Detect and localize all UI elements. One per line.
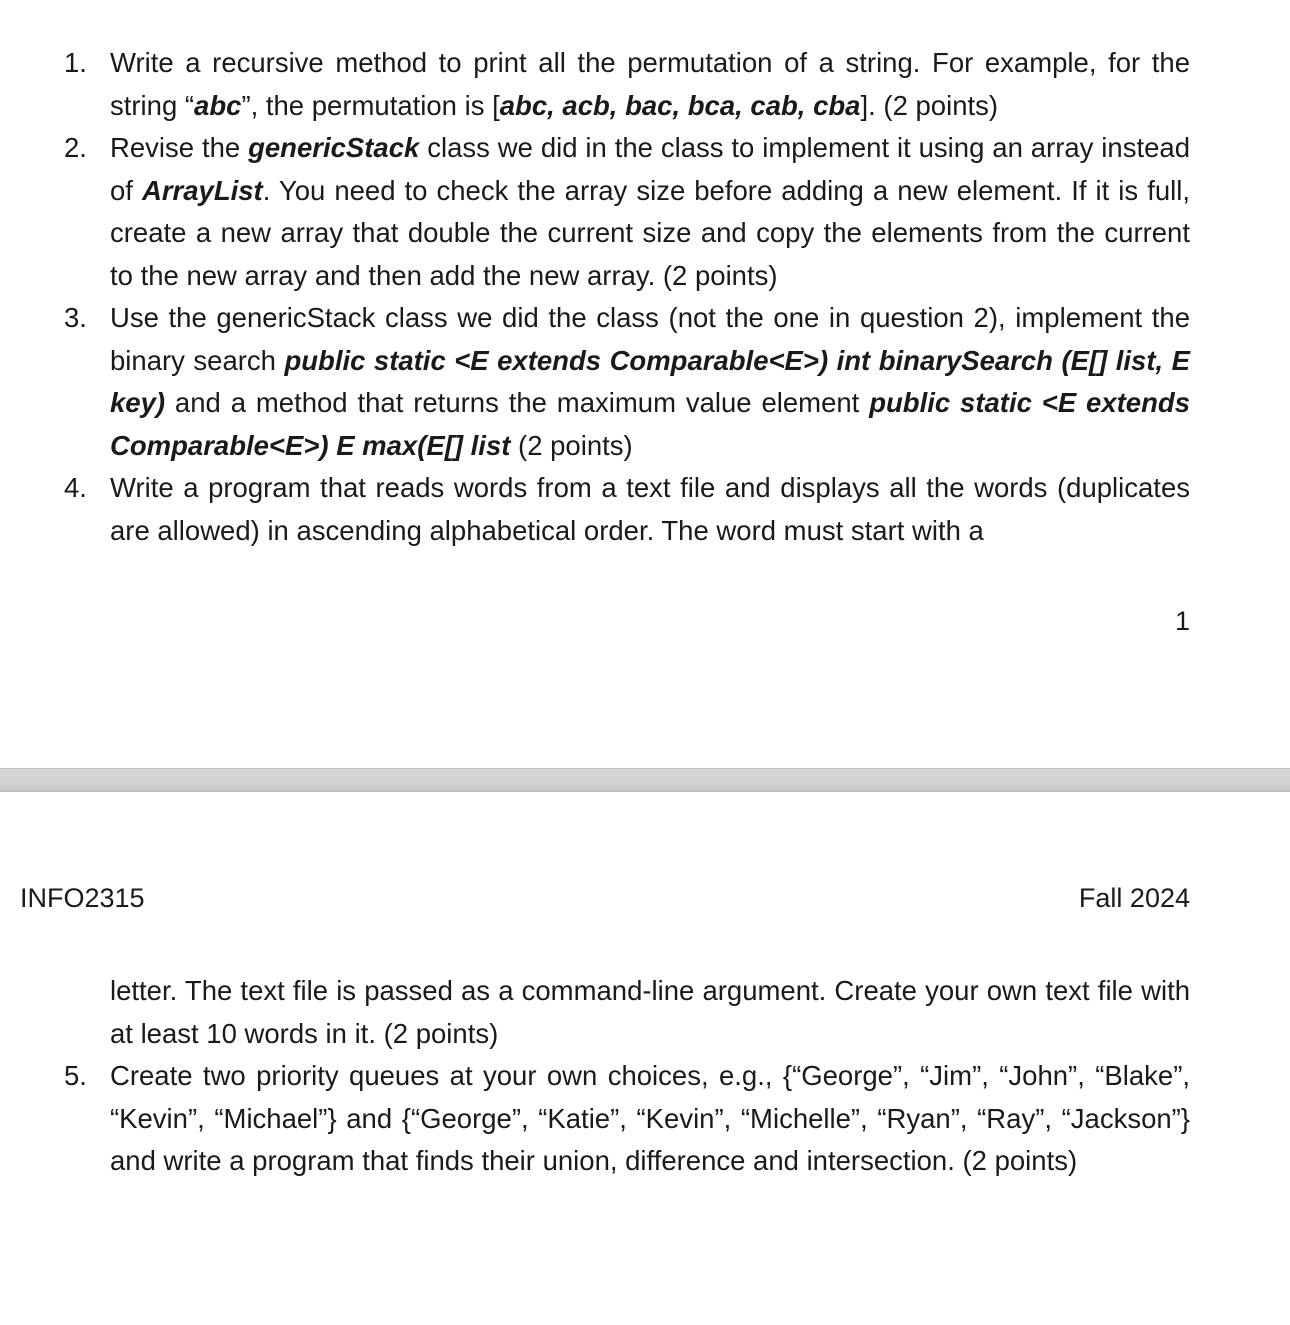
question-text: . You need to check the array size before adding a new element. If it is full, create a new array that double the current size and copy the elements from the current to the new array and then add the new array. (2 points) <box>110 174 1190 291</box>
question-list-page-2 <box>64 970 1190 1183</box>
question-text: letter. The text file is passed as a command-line argument. Create your own text file with at least 10 words in it. (2 points) <box>110 975 1190 1049</box>
emphasis-text: genericStack <box>248 132 420 163</box>
question-text: Write a program that reads words from a text file and displays all the words (duplicates are allowed) in ascending alphabetical order. The word must start with a <box>110 472 1190 546</box>
emphasis-text: ArrayList <box>141 174 263 206</box>
question-text: class we did in the class to implement it using an array instead of <box>110 132 1190 206</box>
question-1 <box>64 42 1190 127</box>
emphasis-text: public static <E extends Comparable<E>) int binarySearch (E[] list, E key) <box>110 344 1190 418</box>
page-number: 1 <box>1174 606 1190 636</box>
question-4 <box>64 467 1190 552</box>
question-number: 1. <box>64 47 87 78</box>
question-number: 4. <box>64 472 87 503</box>
question-number: 2. <box>64 132 87 163</box>
emphasis-text: abc <box>194 89 242 121</box>
page-separator <box>0 768 1290 792</box>
question-number: 5. <box>64 1060 87 1091</box>
question-text: Use the genericStack class we did the class (not the one in question 2), implement the binary search <box>110 302 1190 376</box>
question-text: ”, the permutation is [ <box>241 89 500 121</box>
question-number: 3. <box>64 302 87 333</box>
question-2 <box>64 127 1190 297</box>
question-text: Create two priority queues at your own choices, e.g., {“George”, “Jim”, “John”, “Blake”, “Kevin”, “Michael”} and {“George”, “Katie”, “Kevin”, “Michelle”, “Ryan”, “Ray”, “Jackson”} and write a program that finds their union, difference and intersection. (2 points) <box>110 1060 1190 1176</box>
question-text: ]. (2 points) <box>860 89 999 121</box>
emphasis-text: public static <E extends Comparable<E>) E max(E[] list <box>110 387 1190 461</box>
question-3 <box>64 297 1190 467</box>
question-text: Revise the <box>110 132 249 163</box>
emphasis-text: abc, acb, bac, bca, cab, cba <box>499 89 861 121</box>
question-5 <box>64 1055 1190 1183</box>
question-text: (2 points) <box>510 429 633 461</box>
question-list-page-1 <box>64 42 1190 552</box>
course-code: INFO2315 <box>20 883 145 913</box>
question-4-continuation <box>110 970 1190 1055</box>
question-text: and a method that returns the maximum value element <box>165 387 870 418</box>
question-text: Write a recursive method to print all the permutation of a string. For example, for the string “ <box>110 47 1190 121</box>
term-label: Fall 2024 <box>1078 883 1190 913</box>
